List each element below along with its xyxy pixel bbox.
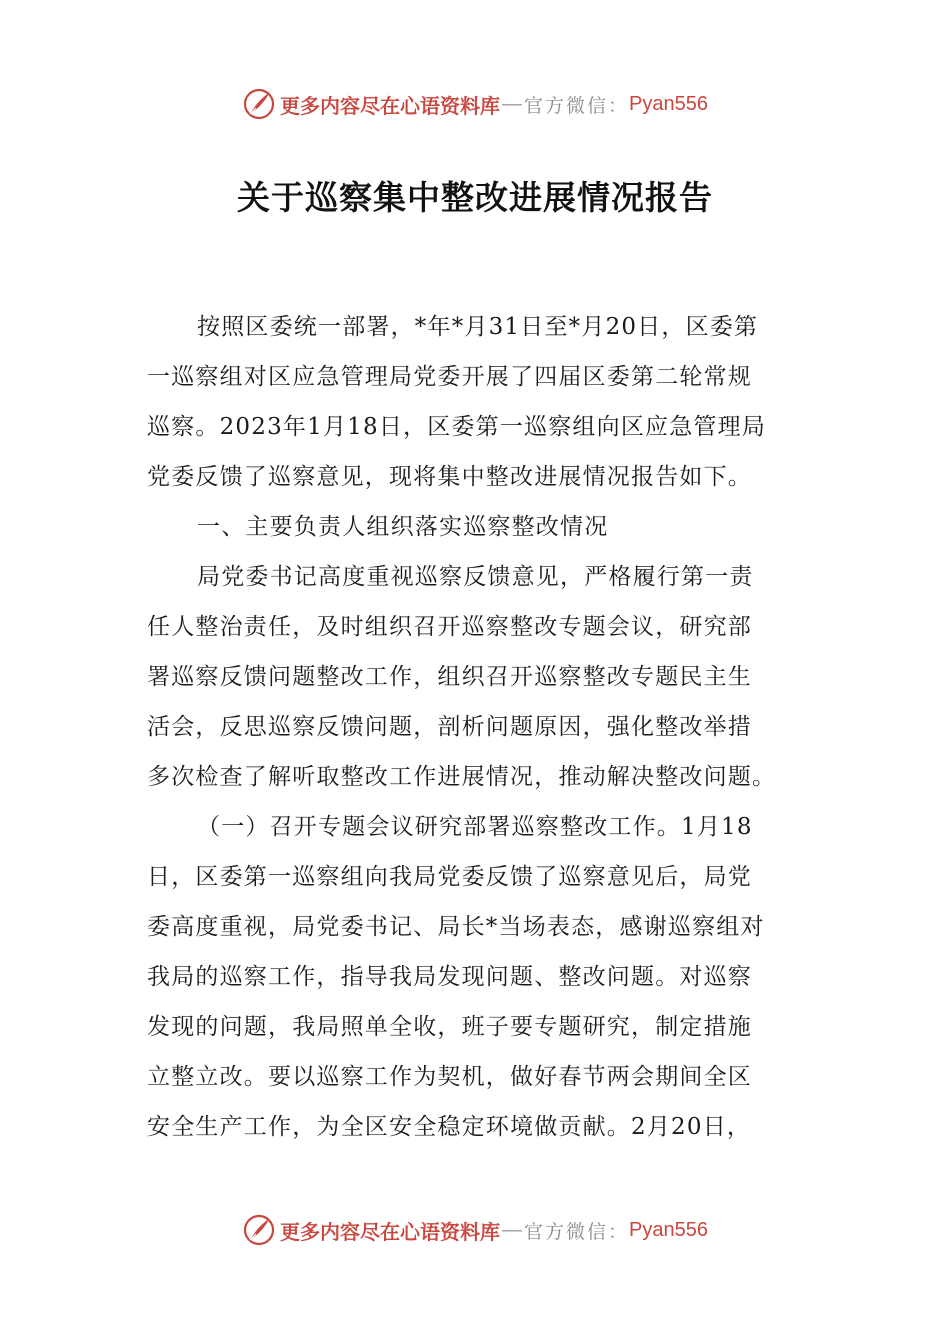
watermark-brand-text: 更多内容尽在心语资料库: [280, 1219, 500, 1244]
subsection-heading: （一）召开专题会议研究部署巡察整改工作。1月18: [197, 814, 753, 840]
section-heading: 一、主要负责人组织落实巡察整改情况: [197, 514, 609, 540]
quill-pen-icon: [242, 87, 276, 121]
watermark-brand-text: 更多内容尽在心语资料库: [280, 93, 500, 118]
text-line: 我局的巡察工作，指导我局发现问题、整改问题。对巡察: [147, 964, 752, 990]
watermark-wechat-id: Pyan556: [629, 92, 708, 115]
document-title: 关于巡察集中整改进展情况报告: [237, 178, 713, 217]
text-line: 局党委书记高度重视巡察反馈意见，严格履行第一责: [197, 564, 754, 590]
watermark-dash: —: [502, 92, 522, 115]
text-line: 按照区委统一部署，*年*月31日至*月20日，区委第: [197, 314, 759, 340]
text-line: 多次检查了解听取整改工作进展情况，推动解决整改问题。: [147, 764, 777, 790]
text-line: 立整立改。要以巡察工作为契机，做好春节两会期间全区: [147, 1064, 752, 1090]
text-line: 署巡察反馈问题整改工作，组织召开巡察整改专题民主生: [147, 664, 752, 690]
text-line: 党委反馈了巡察意见，现将集中整改进展情况报告如下。: [147, 464, 752, 490]
watermark-wechat-label: 官方微信：: [524, 94, 630, 117]
text-line: 一巡察组对区应急管理局党委开展了四届区委第二轮常规: [147, 364, 752, 390]
document-body: [147, 302, 807, 1152]
footer-watermark: [0, 1208, 950, 1252]
text-line: 巡察。2023年1月18日，区委第一巡察组向区应急管理局: [147, 414, 767, 440]
watermark-dash: —: [502, 1218, 522, 1241]
watermark-wechat-id: Pyan556: [629, 1218, 708, 1241]
quill-pen-icon: [242, 1213, 276, 1247]
text-line: 发现的问题，我局照单全收，班子要专题研究，制定措施: [147, 1014, 752, 1040]
text-line: 任人整治责任，及时组织召开巡察整改专题会议，研究部: [147, 614, 752, 640]
text-line: 安全生产工作，为全区安全稳定环境做贡献。2月20日，: [147, 1114, 752, 1140]
text-line: 活会，反思巡察反馈问题，剖析问题原因，强化整改举措: [147, 714, 752, 740]
header-watermark: [0, 82, 950, 126]
text-line: 委高度重视，局党委书记、局长*当场表态，感谢巡察组对: [147, 914, 765, 940]
watermark-wechat-label: 官方微信：: [524, 1220, 630, 1243]
text-line: 日，区委第一巡察组向我局党委反馈了巡察意见后，局党: [147, 864, 752, 890]
